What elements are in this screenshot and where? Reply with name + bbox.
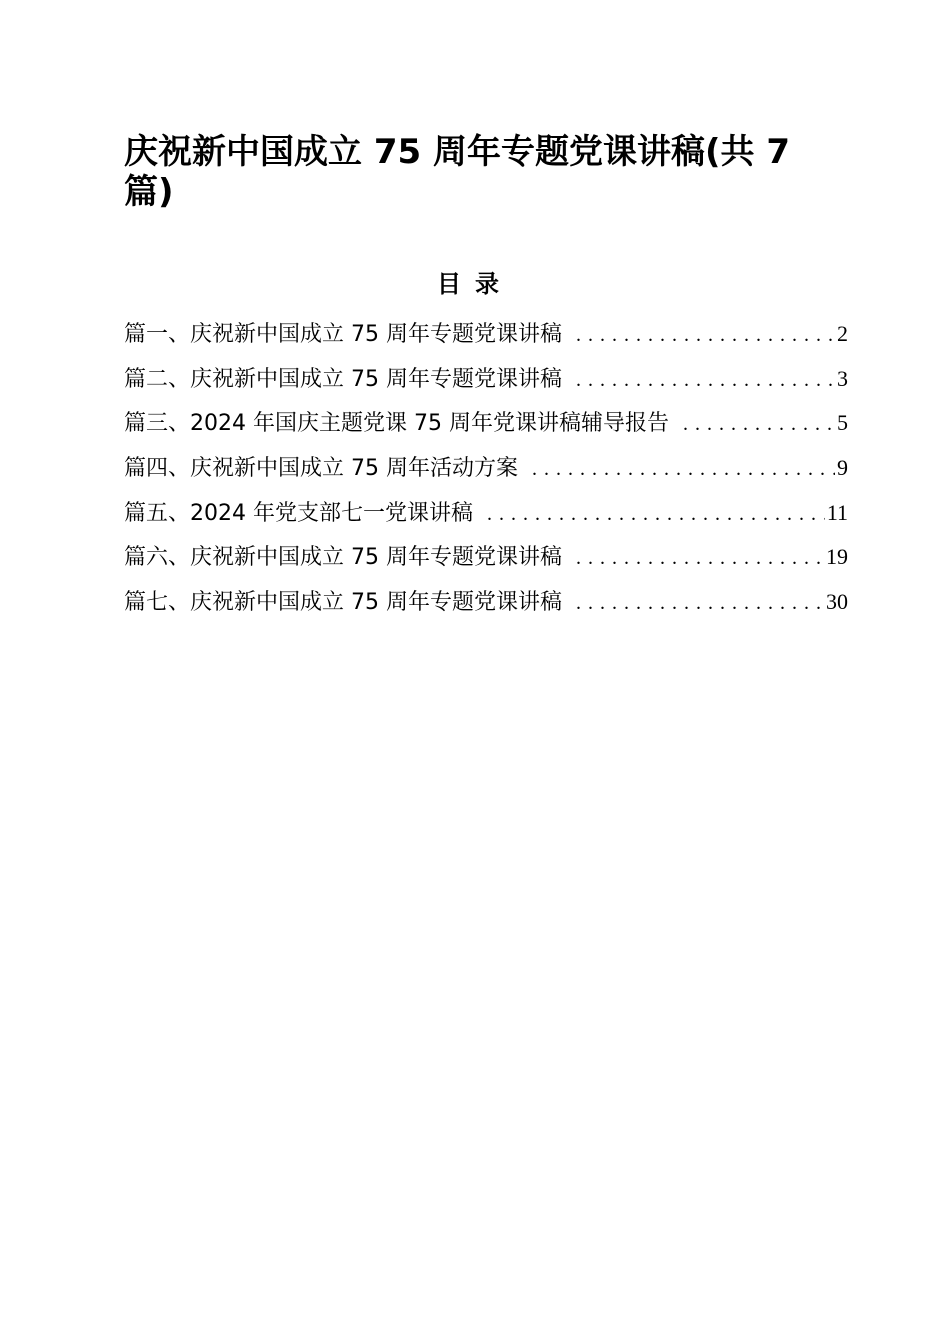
document-title: 庆祝新中国成立 75 周年专题党课讲稿(共 7 篇)	[124, 132, 791, 212]
toc-entry-1[interactable]	[124, 316, 848, 361]
toc-dot-leader	[532, 451, 835, 487]
toc-heading: 目录	[437, 270, 513, 298]
toc-entry-label: 篇六、庆祝新中国成立 75 周年专题党课讲稿	[124, 545, 562, 571]
toc-entry-7[interactable]	[124, 584, 848, 629]
toc-page-number: 3	[837, 365, 848, 391]
toc-dot-leader	[576, 317, 835, 353]
toc-page-number: 19	[826, 544, 848, 570]
toc-page-number: 5	[837, 410, 848, 436]
toc-entry-4[interactable]	[124, 450, 848, 495]
toc-entry-label: 篇二、庆祝新中国成立 75 周年专题党课讲稿	[124, 366, 562, 392]
toc-page-number: 11	[826, 499, 848, 525]
toc-dot-leader	[576, 585, 824, 621]
toc-dot-leader	[683, 406, 835, 442]
table-of-contents	[124, 316, 848, 629]
toc-page-number: 9	[837, 455, 848, 481]
toc-entry-label: 篇三、2024 年国庆主题党课 75 周年党课讲稿辅导报告	[124, 411, 669, 437]
toc-entry-3[interactable]	[124, 405, 848, 450]
toc-entry-label: 篇五、2024 年党支部七一党课讲稿	[124, 500, 473, 526]
toc-entry-6[interactable]	[124, 539, 848, 584]
toc-dot-leader	[576, 362, 835, 398]
toc-page-number: 30	[826, 589, 848, 615]
toc-page-number: 2	[837, 321, 848, 346]
toc-entry-2[interactable]	[124, 361, 848, 406]
toc-entry-label: 篇七、庆祝新中国成立 75 周年专题党课讲稿	[124, 590, 562, 616]
toc-entry-label: 篇四、庆祝新中国成立 75 周年活动方案	[124, 456, 518, 482]
toc-dot-leader	[576, 540, 824, 576]
toc-entry-5[interactable]	[124, 495, 848, 540]
toc-dot-leader	[487, 496, 825, 532]
toc-entry-label: 篇一、庆祝新中国成立 75 周年专题党课讲稿	[124, 322, 562, 347]
